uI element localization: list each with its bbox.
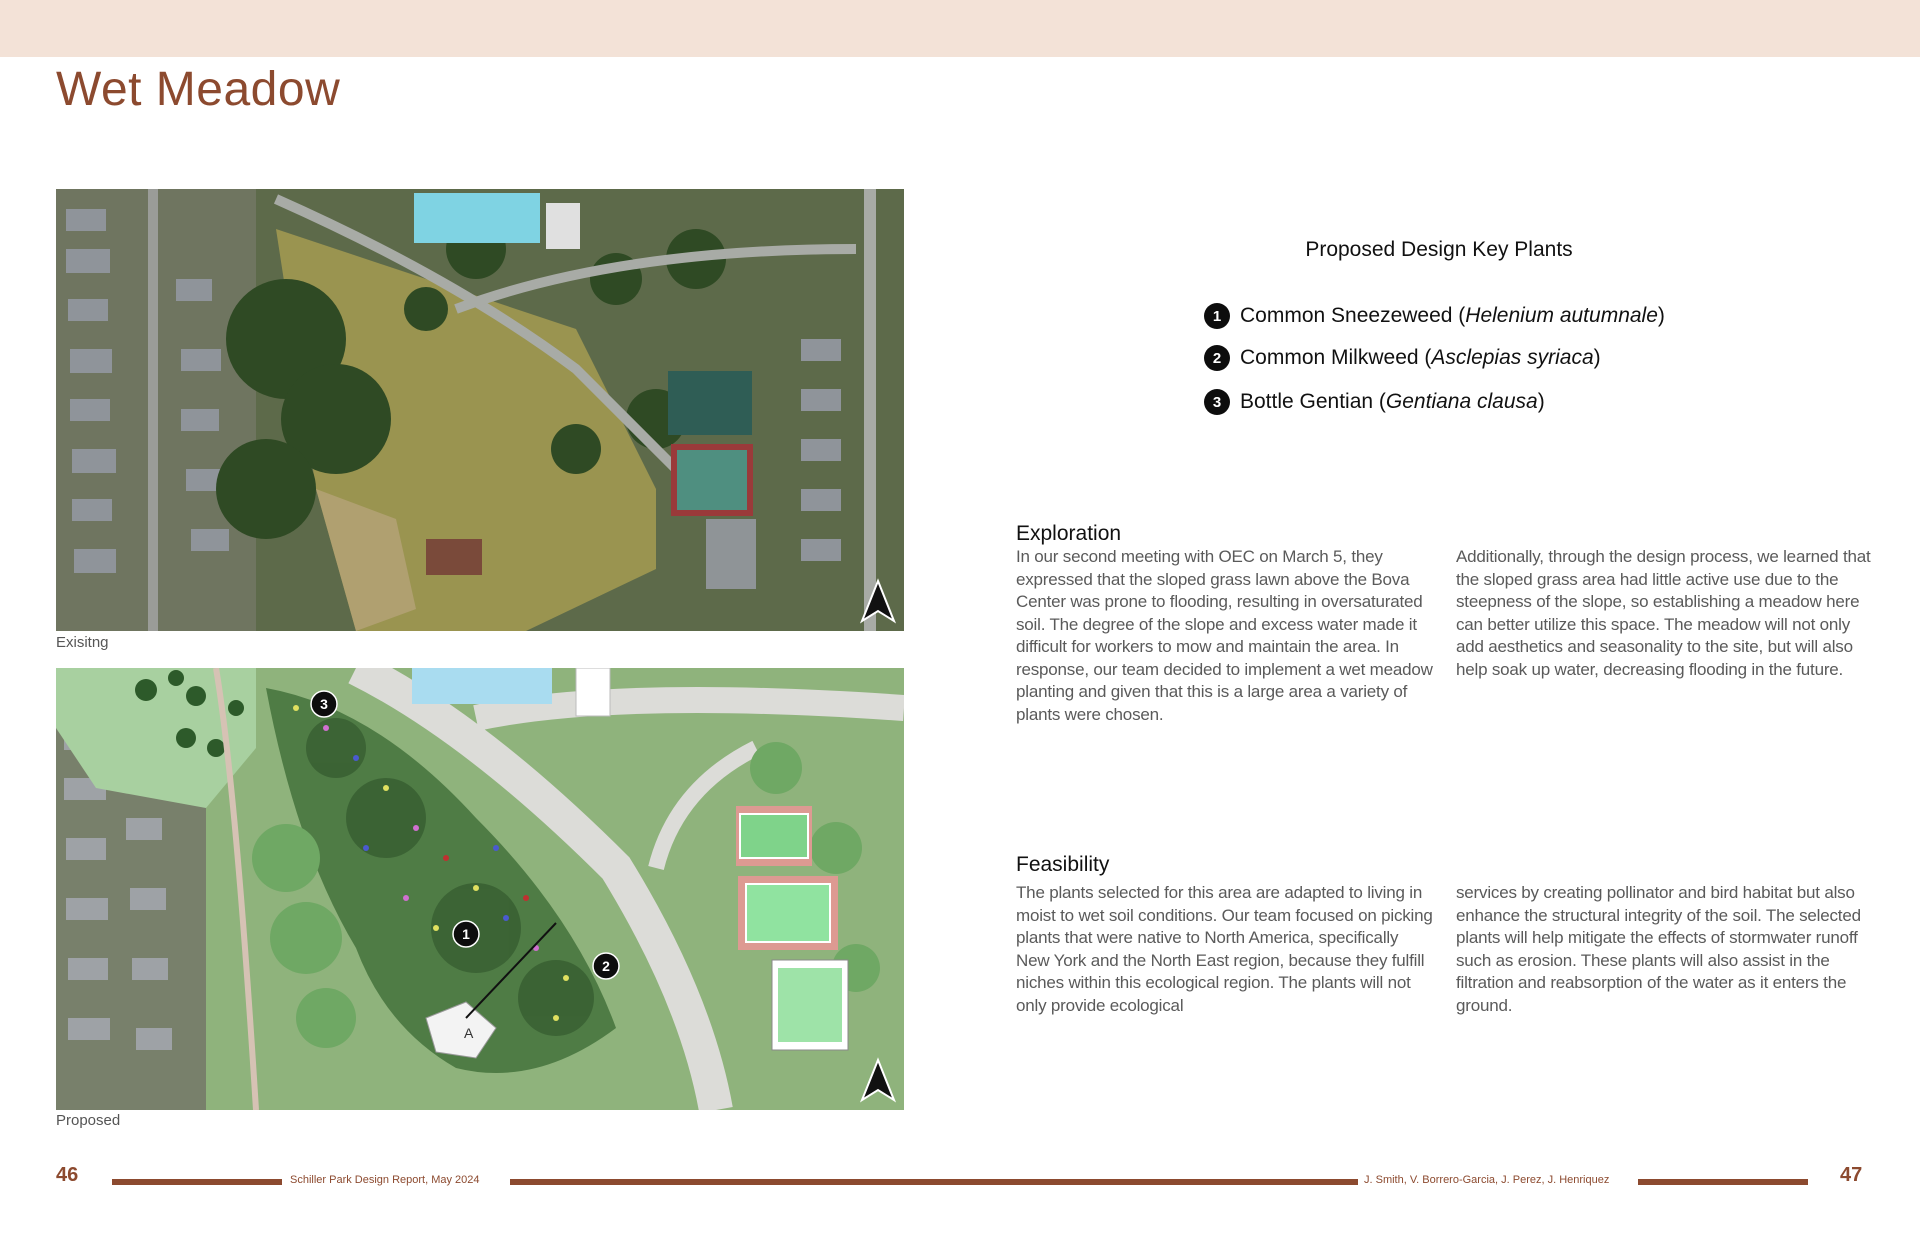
page-title: Wet Meadow [56,63,341,116]
svg-text:3: 3 [320,696,328,712]
plant-common-name: Common Milkweed ( [1240,346,1432,369]
page-number-right: 47 [1840,1164,1863,1186]
section-marker-label: A [464,1025,474,1041]
exploration-text-col1: In our second meeting with OEC on March 5, they expressed that the sloped grass lawn above the Bova Center was prone to flooding, resulting in oversaturated soil. The degree of the slope and excess water made it difficult for workers to mow and maintain the area. In response, our team decided to implement a wet meadow planting and given that this is a large area a variety of plants were chosen. [1016,547,1433,724]
callout-1 [453,921,479,947]
existing-aerial-map [56,189,904,631]
feasibility-text-col1: The plants selected for this area are adapted to living in moist to wet soil conditions. Our team focused on picking plants that were native to North America, specifically New York and the North East region, because they fulfill niches within this ecological region. The plants will not only provide ecological [1016,883,1433,1015]
page-number-left: 46 [56,1164,79,1186]
feasibility-text-col2: services by creating pollinator and bird habitat but also enhance the structural integrity of the soil. The selected plants will help mitigate the effects of stormwater runoff such as erosion. These plants will also assist in the filtration and reabsorption of the water as it enters the ground. [1456,883,1861,1015]
proposed-plan-map [56,668,904,1110]
footer-rule [1638,1179,1808,1185]
existing-map-caption: Exisitng [56,634,109,651]
key-plant-item [1204,298,1665,334]
header-band [0,0,1920,57]
plant-common-name: Common Sneezeweed ( [1240,304,1466,327]
callout-2 [593,953,619,979]
key-plants-title: Proposed Design Key Plants [1305,238,1573,261]
number-badge-icon: 3 [1204,389,1230,415]
svg-text:2: 2 [602,958,610,974]
plant-common-name: Bottle Gentian ( [1240,390,1386,413]
number-badge-icon: 1 [1204,303,1230,329]
footer-report-title: Schiller Park Design Report, May 2024 [290,1174,480,1186]
plant-latin-name: Helenium autumnale [1465,304,1658,327]
feasibility-heading: Feasibility [1016,853,1110,876]
plant-paren: ) [1657,304,1665,327]
key-plant-item [1204,384,1665,420]
callout-3 [311,691,337,717]
key-plant-item [1204,340,1665,376]
plant-paren: ) [1537,390,1545,413]
exploration-heading: Exploration [1016,522,1122,545]
key-plants-list [1204,298,1665,426]
footer-rule [510,1179,1358,1185]
footer-authors: J. Smith, V. Borrero-Garcia, J. Perez, J. Henriquez [1364,1174,1610,1186]
plant-latin-name: Gentiana clausa [1385,390,1538,413]
number-badge-icon: 2 [1204,345,1230,371]
footer-rule [112,1179,282,1185]
plant-paren: ) [1593,346,1601,369]
plant-latin-name: Asclepias syriaca [1431,346,1594,369]
svg-text:1: 1 [462,926,470,942]
exploration-text-col2: Additionally, through the design process, we learned that the sloped grass area had little active use due to the steepness of the slope, so establishing a meadow here can better utilize this space. The meadow will not only add aesthetics and seasonality to the site, but will also help soak up water, decreasing flooding in the future. [1456,547,1871,679]
proposed-map-caption: Proposed [56,1112,121,1129]
